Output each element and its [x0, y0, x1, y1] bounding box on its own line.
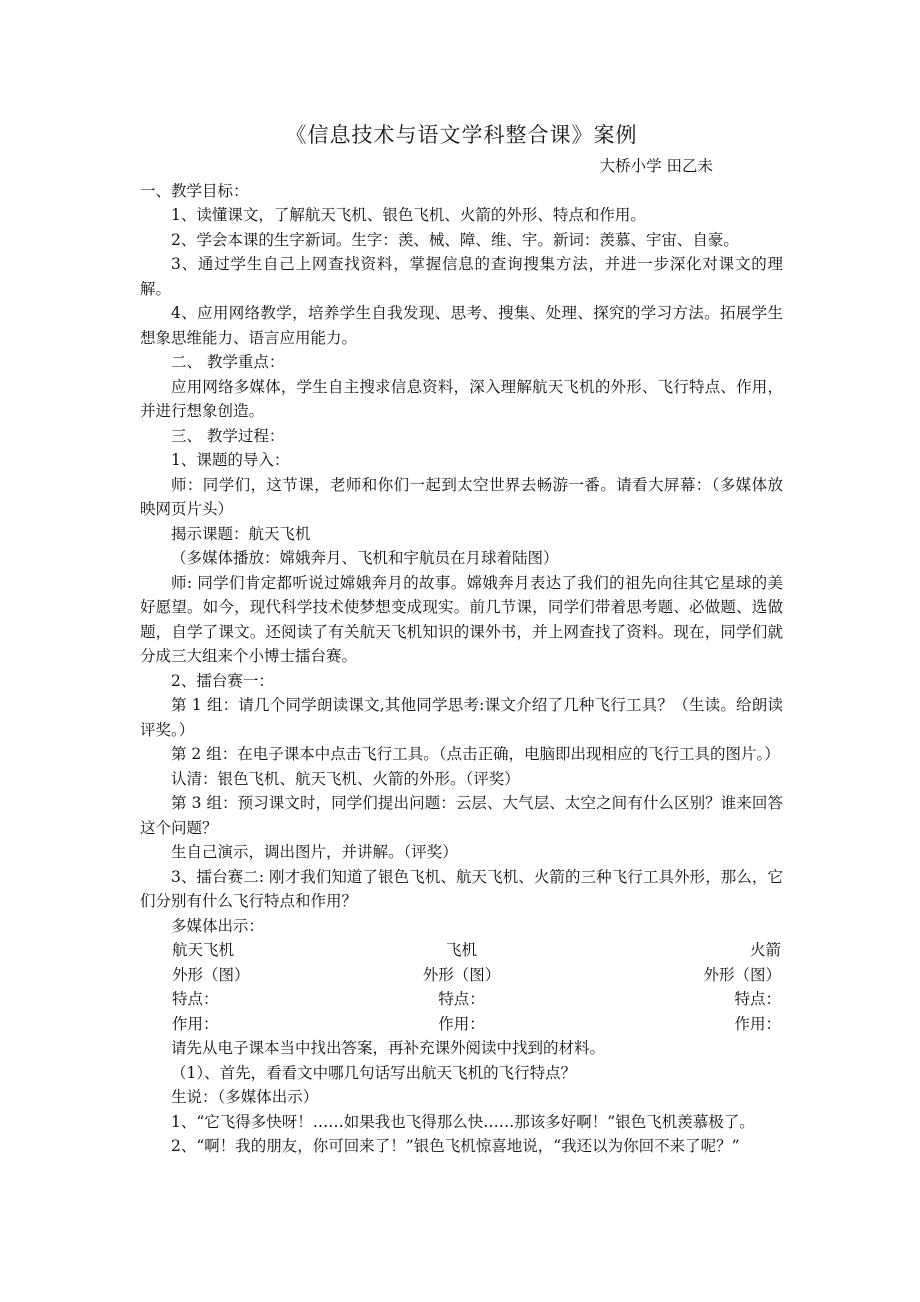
- paragraph: 生说：（多媒体出示）: [171, 1088, 319, 1106]
- paragraph: 2、“啊！我的朋友，你可回来了！”银色飞机惊喜地说，“我还以为你回不来了呢？”: [171, 1137, 740, 1155]
- paragraph: 4、应用网络教学，培养学生自我发现、思考、搜集、处理、探究的学习方法。拓展学生想象思维能力、语言应用能力。: [140, 304, 783, 347]
- paragraph: 3、通过学生自己上网查找资料，掌握信息的查询搜集方法，并进一步深化对课文的理解。: [140, 255, 783, 298]
- paragraph: 1、“它飞得多快呀！……如果我也飞得那么快……那该多好啊！”银色飞机羡慕极了。: [171, 1112, 755, 1131]
- document-page: [140, 120, 783, 1159]
- paragraph: 认清：银色飞机、航天飞机、火箭的外形。（评奖）: [171, 769, 520, 788]
- paragraph: 3、擂台赛二: 刚才我们知道了银色飞机、航天飞机、火箭的三种飞行工具外形，那么，它们分别有什么飞行特点和作用？: [140, 867, 783, 910]
- paragraph: 生自己演示，调出图片，并讲解。（评奖）: [171, 843, 458, 861]
- table-cell: 作用：: [172, 1014, 219, 1033]
- paragraph: 1、读懂课文，了解航天飞机、银色飞机、火箭的外形、特点和作用。: [171, 206, 646, 224]
- section-heading: 三、 教学过程：: [171, 426, 285, 445]
- paragraph: 第 1 组：请几个同学朗读课文,其他同学思考:课文介绍了几种飞行工具？（生读。给朗读评奖。）: [140, 696, 783, 739]
- table-cell: 特点：: [734, 990, 781, 1008]
- paragraph: 师: 同学们肯定都听说过嫦娥奔月的故事。嫦娥奔月表达了我们的祖先向往其它星球的美好愿望。如今，现代科学技术使梦想变成现实。前几节课，同学们带着思考题、必做题、选做题，自学了课文。还阅读了有关航天飞机知识的课外书，并上网查找了资料。现在，同学们就分成三大组来个小博士擂台赛。: [140, 573, 783, 665]
- table-header-row: [140, 938, 783, 963]
- paragraph: 2、学会本课的生字新词。生字：羡、械、障、维、宇。新词：羡慕、宇宙、自豪。: [171, 230, 739, 249]
- author-line: 大桥小学 田乙未: [599, 157, 713, 175]
- table-header: 飞机: [445, 941, 477, 959]
- section-heading: 二、 教学重点：: [171, 353, 285, 371]
- table-row: [140, 963, 783, 988]
- paragraph: 揭示课题：航天飞机: [171, 524, 311, 543]
- table-cell: 特点：: [438, 990, 485, 1008]
- table-cell: 外形（图）: [172, 965, 250, 984]
- paragraph: 1、课题的导入：: [171, 451, 290, 469]
- table-cell: 外形（图）: [422, 965, 501, 984]
- paragraph: 2、擂台赛一：: [171, 671, 274, 690]
- paragraph: （1）、首先，看看文中哪几句话写出航天飞机的飞行特点？: [171, 1063, 577, 1082]
- table-header: 火箭: [749, 941, 781, 959]
- paragraph: 多媒体出示：: [171, 916, 265, 935]
- paragraph: 师：同学们，这节课，老师和你们一起到太空世界去畅游一番。请看大屏幕：（多媒体放映网页片头）: [140, 475, 783, 518]
- table-row: [140, 987, 783, 1012]
- table-header: 航天飞机: [172, 941, 235, 959]
- paragraph: 请先从电子课本当中找出答案，再补充课外阅读中找到的材料。: [171, 1039, 606, 1057]
- table-cell: 特点：: [172, 990, 219, 1008]
- paragraph: 第 2 组：在电子课本中点击飞行工具。（点击正确，电脑即出现相应的飞行工具的图片。）: [171, 745, 780, 763]
- paragraph: 第 3 组：预习课文时，同学们提出问题：云层、大气层、太空之间有什么区别？谁来回答这个问题？: [140, 794, 783, 837]
- comparison-table: [140, 938, 783, 1036]
- table-row: [140, 1012, 783, 1037]
- document-title: 《信息技术与语文学科整合课》案例: [285, 123, 638, 147]
- section-heading: 一、教学目标：: [140, 181, 249, 200]
- table-cell: 外形（图）: [703, 965, 781, 984]
- table-cell: 作用：: [734, 1014, 781, 1033]
- paragraph: （多媒体播放：嫦娥奔月、飞机和宇航员在月球着陆图）: [171, 549, 559, 567]
- paragraph: 应用网络多媒体，学生自主搜求信息资料，深入理解航天飞机的外形、飞行特点、作用，并进行想象创造。: [140, 377, 783, 420]
- table-cell: 作用：: [438, 1014, 485, 1033]
